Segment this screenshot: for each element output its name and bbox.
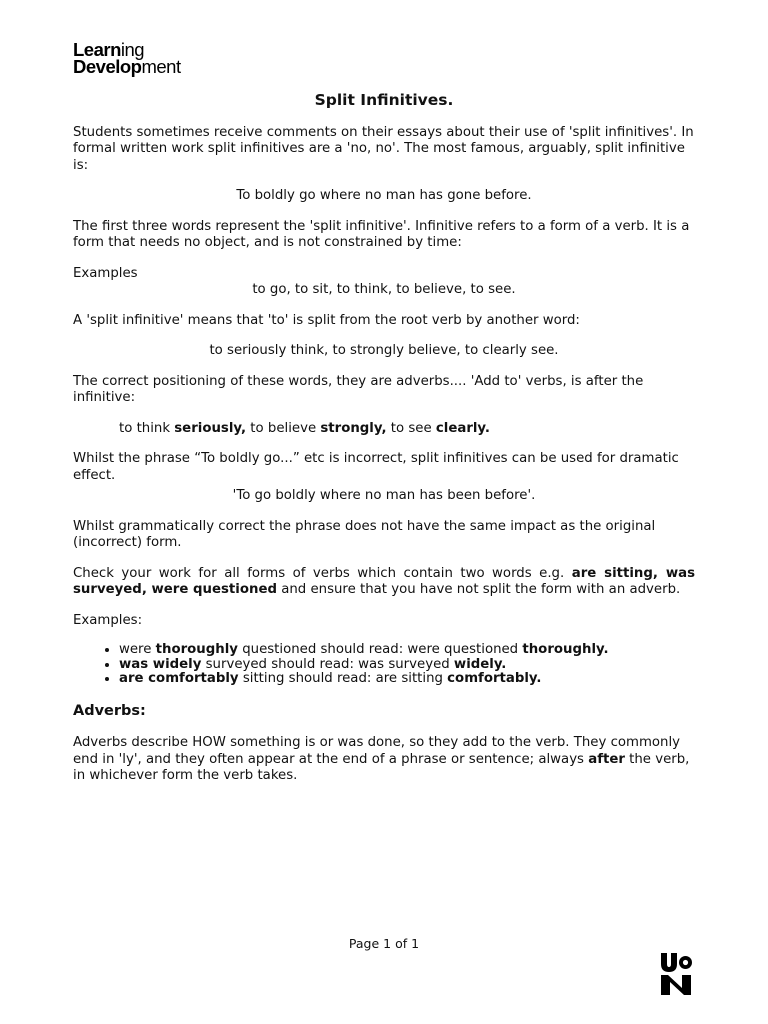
examples2-label: Examples: bbox=[73, 612, 143, 628]
bold-run: thoroughly. bbox=[522, 642, 609, 657]
bold-run: was widely bbox=[119, 656, 202, 672]
bold-run: after bbox=[588, 751, 625, 767]
paragraph-dramatic-effect: Whilst the phrase “To boldly go...” etc is incorrect, split infinitives can be used for dramatic effect. bbox=[73, 451, 679, 483]
list-item bbox=[119, 672, 695, 687]
correct-examples bbox=[73, 421, 695, 438]
paragraph-definition: The first three words represent the 'split infinitive'. Infinitive refers to a form of a verb. It is a form that needs no object, and is not constrained by time: bbox=[73, 218, 690, 250]
paragraph-intro: Students sometimes receive comments on their essays about their use of 'split infinitives'. In formal written work split infinitives are a 'no, no'. The most famous, arguably, split infinitive is: bbox=[73, 124, 694, 173]
text-run: questioned should read: were questioned bbox=[237, 642, 523, 657]
text-run: to think bbox=[119, 420, 175, 436]
text-run: Check your work for all forms of verbs which contain two words e.g. bbox=[73, 565, 572, 581]
list-item bbox=[119, 658, 695, 673]
paragraph-correct-position: The correct positioning of these words, they are adverbs.... 'Add to' verbs, is after the infinitive: bbox=[73, 373, 644, 405]
text-run: the verb, in whichever form the verb takes. bbox=[73, 751, 690, 783]
bold-run: strongly, bbox=[320, 420, 387, 436]
split-examples: to seriously think, to strongly believe, to clearly see. bbox=[209, 343, 559, 358]
bold-run: comfortably. bbox=[447, 671, 542, 686]
paragraph-adverbs bbox=[73, 735, 695, 785]
examples-line: to go, to sit, to think, to believe, to see. bbox=[252, 282, 516, 297]
text-run: to believe bbox=[246, 420, 321, 436]
page-footer: Page 1 of 1 bbox=[348, 936, 420, 951]
paragraph-split-meaning: A 'split infinitive' means that 'to' is split from the root verb by another word: bbox=[73, 312, 580, 328]
paragraph-check-work bbox=[73, 566, 695, 599]
page-title: Split Infinitives. bbox=[314, 91, 454, 109]
learning-development-logo bbox=[73, 41, 181, 75]
text-run: sitting should read: are sitting bbox=[238, 671, 448, 686]
bold-run: widely. bbox=[453, 656, 507, 672]
logo-text: ment bbox=[141, 56, 181, 77]
text-run: were bbox=[119, 642, 156, 657]
logo-text: Learn bbox=[73, 39, 121, 60]
text-run: Adverbs describe HOW something is or was done, so they add to the verb. They commonly end in 'ly', and they often appear at the end of a phrase or sentence; always bbox=[73, 735, 681, 767]
bold-run: clearly. bbox=[435, 420, 490, 436]
paragraph-impact: Whilst grammatically correct the phrase does not have the same impact as the original (incorrect) form. bbox=[73, 518, 656, 550]
uon-logo bbox=[660, 952, 692, 996]
bold-run: seriously, bbox=[174, 420, 247, 436]
quote-correct: 'To go boldly where no man has been before'. bbox=[232, 488, 536, 503]
bold-run: are comfortably bbox=[119, 671, 239, 686]
text-run: and ensure that you have not split the form with an adverb. bbox=[277, 582, 681, 597]
bold-run: thoroughly bbox=[155, 642, 238, 657]
bold-run: are sitting, was surveyed, were questioned bbox=[73, 565, 695, 597]
list-item bbox=[119, 643, 695, 658]
logo-text: ing bbox=[120, 39, 145, 60]
examples-label: Examples bbox=[73, 265, 138, 281]
examples-list bbox=[73, 643, 695, 687]
adverbs-heading: Adverbs: bbox=[73, 702, 146, 719]
text-run: to see bbox=[386, 420, 436, 436]
document-body bbox=[73, 92, 695, 785]
quote-example: To boldly go where no man has gone before. bbox=[236, 188, 532, 203]
text-run: surveyed should read: was surveyed bbox=[201, 656, 454, 672]
logo-text: Develop bbox=[73, 56, 142, 77]
